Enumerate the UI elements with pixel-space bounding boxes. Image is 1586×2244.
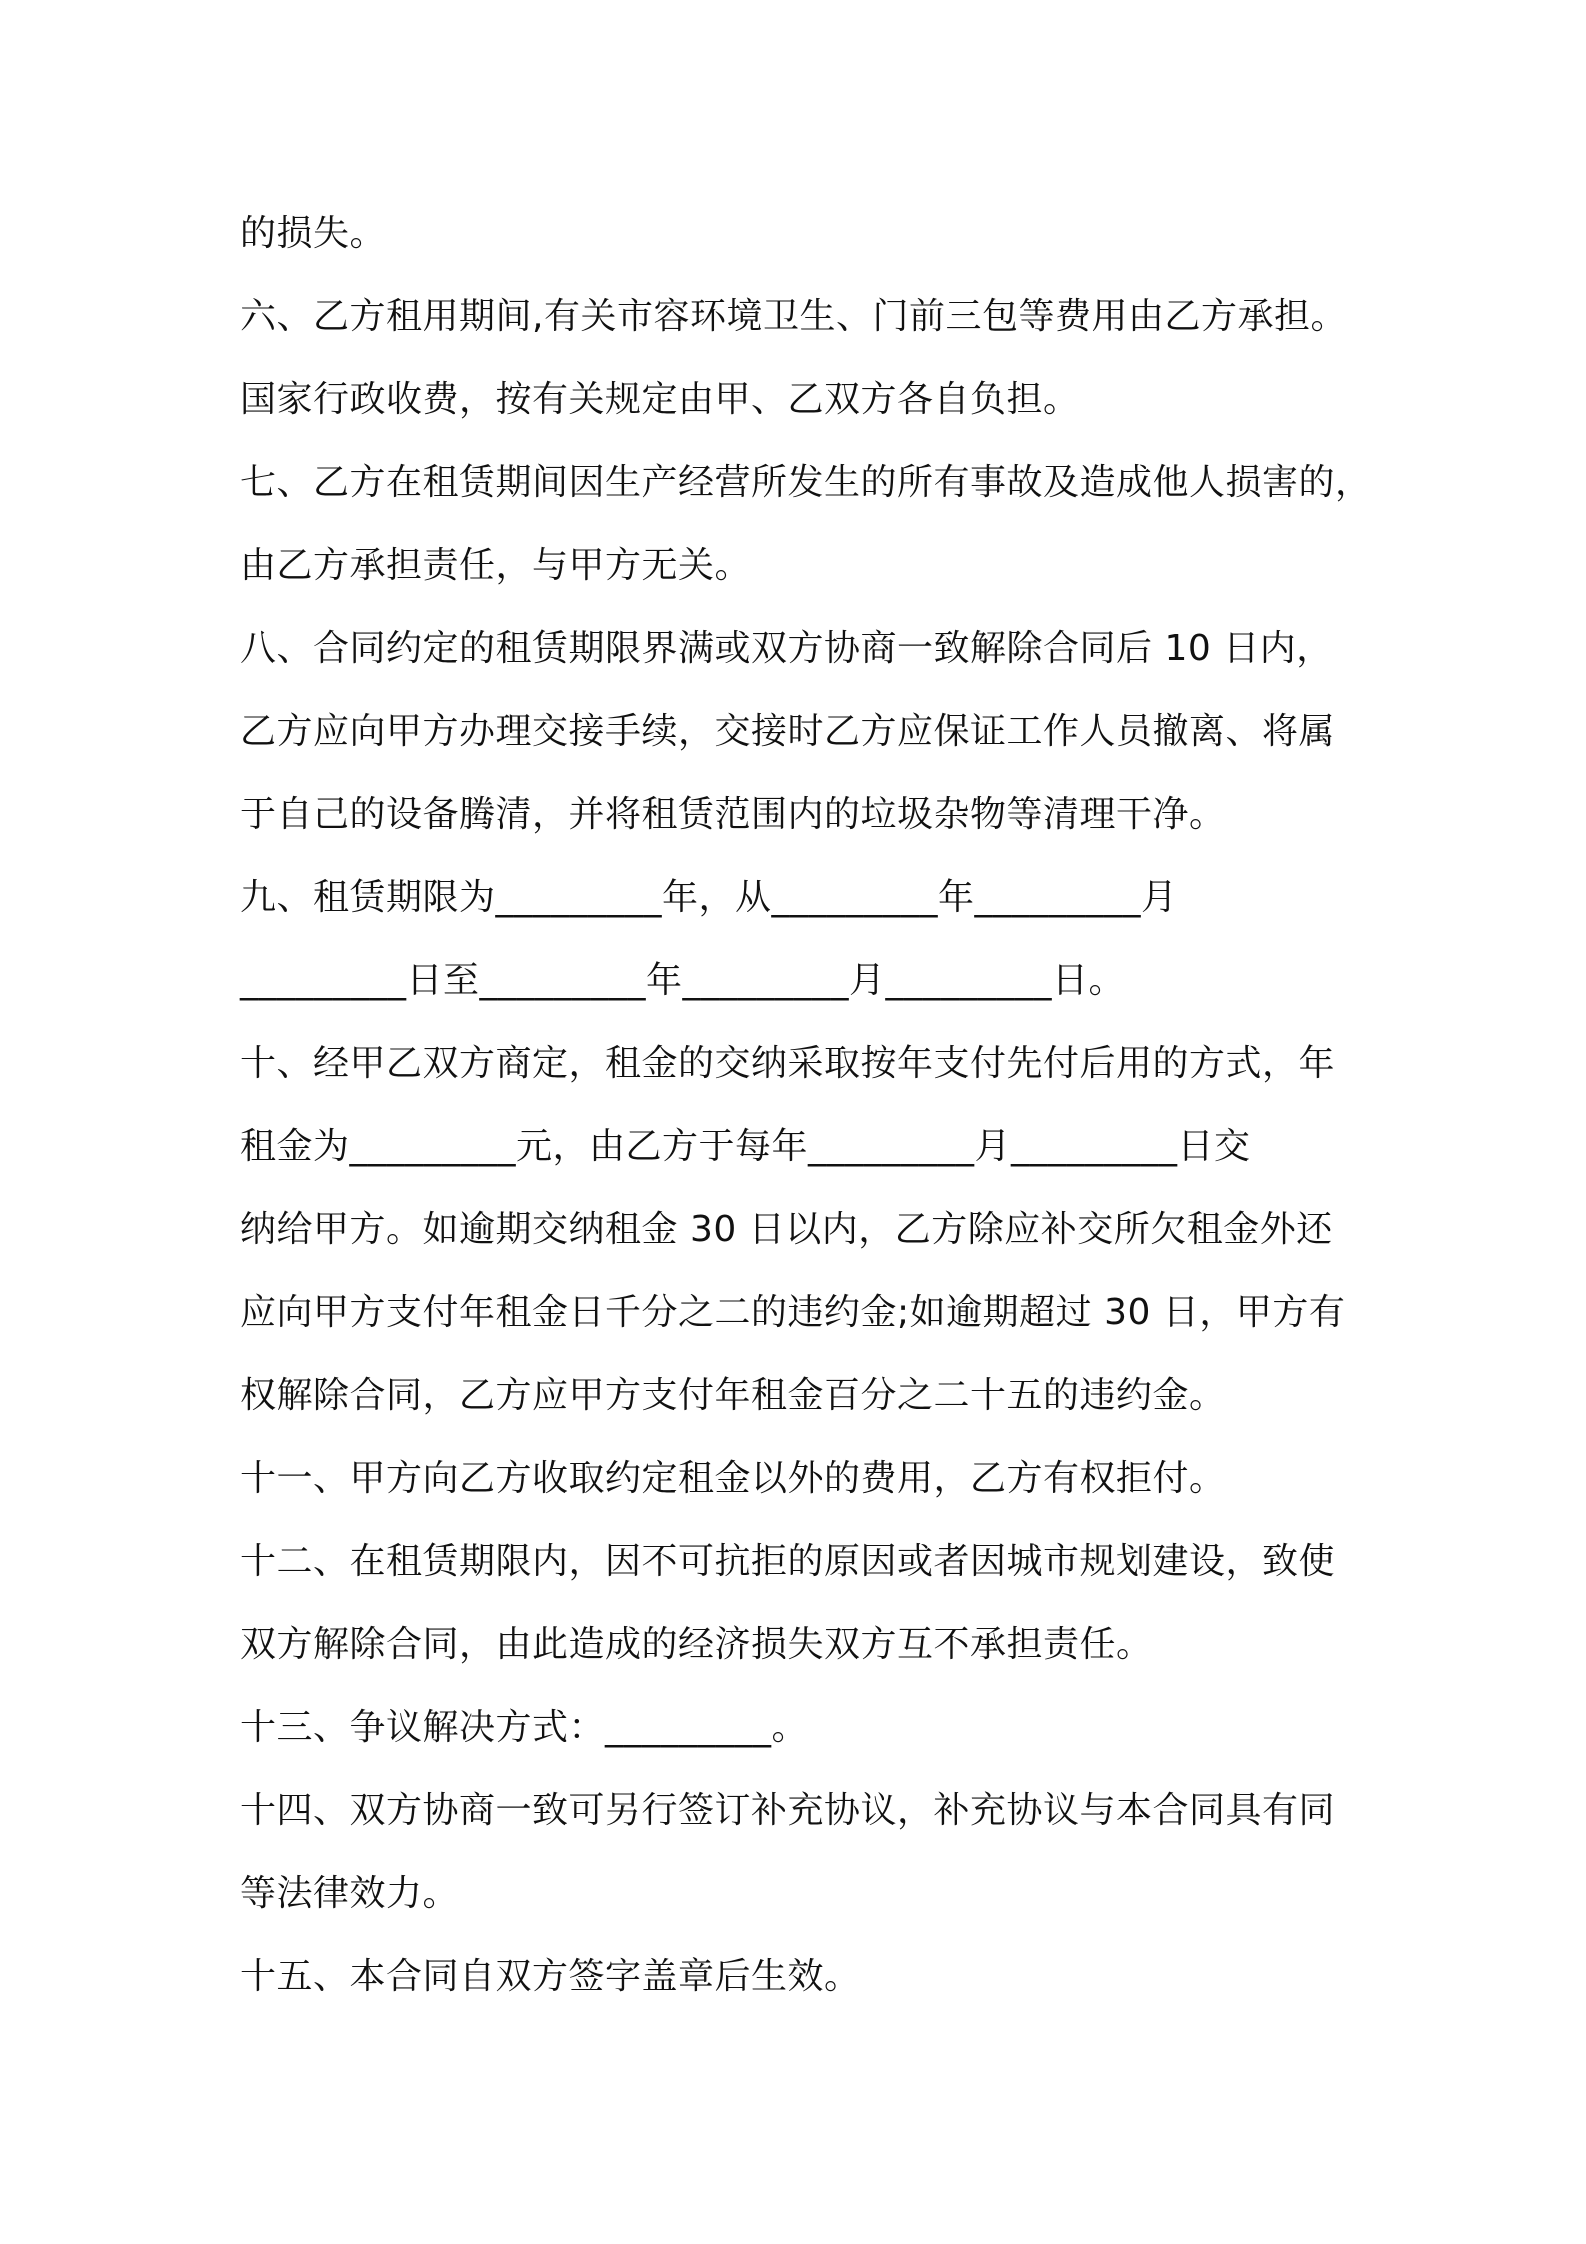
text-line: 权解除合同，乙方应甲方支付年租金百分之二十五的违约金。 <box>240 1375 1226 1416</box>
text-line: 十三、争议解决方式：_________。 <box>240 1707 809 1748</box>
text-line: 的损失。 <box>240 213 387 254</box>
text-line: 七、乙方在租赁期间因生产经营所发生的所有事故及造成他人损害的， <box>240 462 1372 503</box>
text-line: 十、经甲乙双方商定，租金的交纳采取按年支付先付后用的方式，年 <box>240 1043 1336 1084</box>
text-line: 十四、双方协商一致可另行签订补充协议，补充协议与本合同具有同 <box>240 1790 1336 1831</box>
text-line: 由乙方承担责任，与甲方无关。 <box>240 545 752 586</box>
text-line: 租金为_________元，由乙方于每年_________月_________日交 <box>240 1126 1251 1167</box>
text-line: 九、租赁期限为_________年，从_________年_________月 <box>240 877 1178 918</box>
text-line: 十一、甲方向乙方收取约定租金以外的费用，乙方有权拒付。 <box>240 1458 1226 1499</box>
text-line: 双方解除合同，由此造成的经济损失双方互不承担责任。 <box>240 1624 1153 1665</box>
text-line: 六、乙方租用期间,有关市容环境卫生、门前三包等费用由乙方承担。 <box>240 296 1347 337</box>
text-line: 国家行政收费，按有关规定由甲、乙双方各自负担。 <box>240 379 1080 420</box>
text-line: 应向甲方支付年租金日千分之二的违约金;如逾期超过 30 日，甲方有 <box>240 1292 1346 1333</box>
contract-body <box>240 192 1380 2018</box>
text-line: 于自己的设备腾清，并将租赁范围内的垃圾杂物等清理干净。 <box>240 794 1226 835</box>
text-line: 十五、本合同自双方签字盖章后生效。 <box>240 1956 861 1997</box>
text-line: 八、合同约定的租赁期限界满或双方协商一致解除合同后 10 日内， <box>240 628 1333 669</box>
text-line: 乙方应向甲方办理交接手续，交接时乙方应保证工作人员撤离、将属 <box>240 711 1336 752</box>
text-line: 等法律效力。 <box>240 1873 460 1914</box>
text-line: 十二、在租赁期限内，因不可抗拒的原因或者因城市规划建设，致使 <box>240 1541 1336 1582</box>
text-line: 纳给甲方。如逾期交纳租金 30 日以内，乙方除应补交所欠租金外还 <box>240 1209 1333 1250</box>
text-line: _________日至_________年_________月_________日。 <box>240 960 1126 1001</box>
